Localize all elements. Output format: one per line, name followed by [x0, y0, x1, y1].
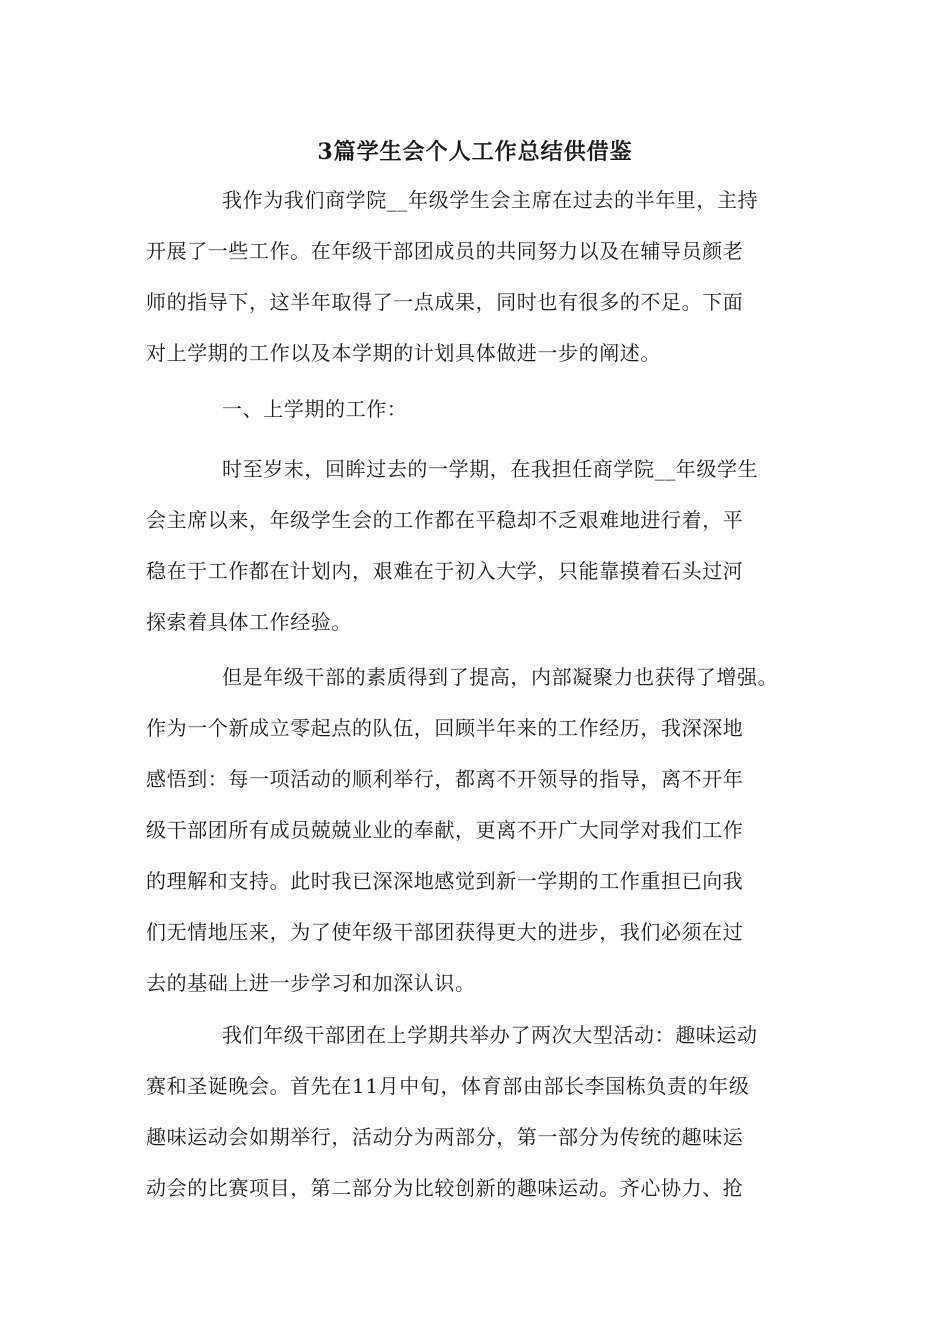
text-line: 稳在于工作都在计划内，艰难在于初入大学，只能靠摸着石头过河	[146, 559, 744, 583]
text-line: 趣味运动会如期举行，活动分为两部分，第一部分为传统的趣味运	[146, 1125, 744, 1149]
text-line: 动会的比赛项目，第二部分为比较创新的趣味运动。齐心协力、抢	[146, 1176, 744, 1200]
text-line: 但是年级干部的素质得到了提高，内部凝聚力也获得了增强。	[222, 665, 779, 689]
text-line: 对上学期的工作以及本学期的计划具体做进一步的阐述。	[146, 341, 661, 365]
text-line: 作为一个新成立零起点的队伍，回顾半年来的工作经历，我深深地	[146, 716, 744, 740]
text-line: 赛和圣诞晚会。首先在11月中旬，体育部由部长李国栋负责的年级	[146, 1074, 750, 1098]
text-line: 我们年级干部团在上学期共举办了两次大型活动：趣味运动	[222, 1023, 758, 1047]
paragraph-intro	[146, 175, 758, 379]
text-line: 开展了一些工作。在年级干部团成员的共同努力以及在辅导员颜老	[146, 239, 744, 263]
text-line: 感悟到：每一项活动的顺利举行，都离不开领导的指导，离不开年	[146, 767, 744, 791]
paragraph-review	[146, 444, 758, 648]
text-line: 会主席以来，年级学生会的工作都在平稳却不乏艰难地进行着，平	[146, 508, 744, 532]
section-heading-1	[146, 384, 407, 435]
document-title: 3篇学生会个人工作总结供借鉴	[317, 139, 633, 165]
text-line: 师的指导下，这半年取得了一点成果，同时也有很多的不足。下面	[146, 290, 744, 314]
text-line: 级干部团所有成员兢兢业业的奉献，更离不开广大同学对我们工作	[146, 818, 744, 842]
text-line: 的理解和支持。此时我已深深地感觉到新一学期的工作重担已向我	[146, 869, 744, 893]
text-line: 一、上学期的工作：	[222, 397, 408, 421]
text-line: 们无情地压来，为了使年级干部团获得更大的进步，我们必须在过	[146, 920, 744, 944]
text-line: 时至岁末，回眸过去的一学期，在我担任商学院__年级学生	[222, 457, 759, 481]
text-line: 去的基础上进一步学习和加深认识。	[146, 971, 476, 995]
paragraph-activities	[146, 1010, 758, 1214]
text-line: 探索着具体工作经验。	[146, 610, 352, 634]
text-line: 我作为我们商学院__年级学生会主席在过去的半年里，主持	[222, 188, 759, 212]
paragraph-improvement	[146, 652, 778, 1009]
